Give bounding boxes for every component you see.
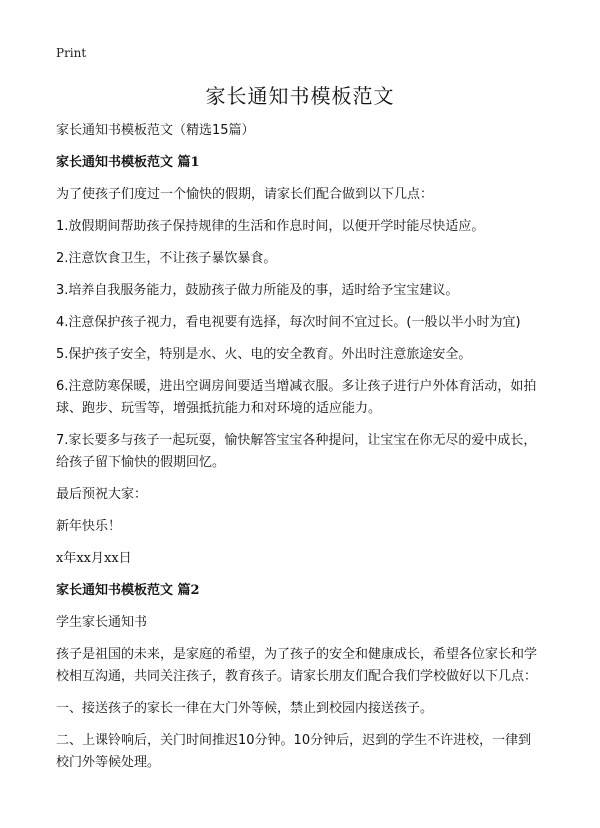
- section1-item-4: 4.注意保护孩子视力，看电视要有选择，每次时间不宜过长。(一般以半小时为宜): [56, 315, 521, 330]
- section1-item-7: 7.家长要多与孩子一起玩耍，愉快解答宝宝各种提问，让宝宝在你无尽的爱中成长，给孩子留下愉快的假期回忆。: [56, 433, 537, 470]
- section1-item-2: 2.注意饮食卫生，不让孩子暴饮暴食。: [56, 251, 277, 266]
- section2-item-1: 一、接送孩子的家长一律在大门外等候，禁止到校园内接送孩子。: [56, 701, 434, 716]
- section1-item-3: 3.培养自我服务能力，鼓励孩子做力所能及的事，适时给予宝宝建议。: [56, 283, 459, 298]
- section2-subtitle: 学生家长通知书: [56, 615, 148, 630]
- section-heading-2: 家长通知书模板范文 篇2: [56, 583, 200, 598]
- section1-closing: 最后预祝大家：: [56, 487, 148, 502]
- section1-item-5: 5.保护孩子安全，特别是水、火、电的安全教育。外出时注意旅途安全。: [56, 347, 472, 362]
- section1-item-1: 1.放假期间帮助孩子保持规律的生活和作息时间，以便开学时能尽快适应。: [56, 219, 485, 234]
- section2-body: 孩子是祖国的未来，是家庭的希望，为了孩子的安全和健康成长，希望各位家长和学校相互沟通，共同关注孩子，教育孩子。请家长朋友们配合我们学校做好以下几点：: [56, 647, 538, 684]
- intro-line: 家长通知书模板范文（精选15篇）: [56, 123, 255, 138]
- document-body: [56, 120, 544, 784]
- page-title: 家长通知书模板范文: [205, 84, 395, 108]
- section1-lead: 为了使孩子们度过一个愉快的假期，请家长们配合做到以下几点：: [56, 187, 434, 202]
- section-heading-1: 家长通知书模板范文 篇1: [56, 155, 200, 170]
- section1-wish: 新年快乐！: [56, 519, 122, 534]
- section1-date: x年xx月xx日: [56, 551, 132, 566]
- print-label[interactable]: Print: [56, 46, 87, 60]
- section1-item-6: 6.注意防寒保暖，进出空调房间要适当增减衣服。多让孩子进行户外体育活动，如拍球、跑步、玩雪等，增强抵抗能力和对环境的适应能力。: [56, 379, 537, 416]
- section2-item-2: 二、上课铃响后，关门时间推迟10分钟。10分钟后，迟到的学生不许进校，一律到校门外等候处理。: [56, 733, 532, 770]
